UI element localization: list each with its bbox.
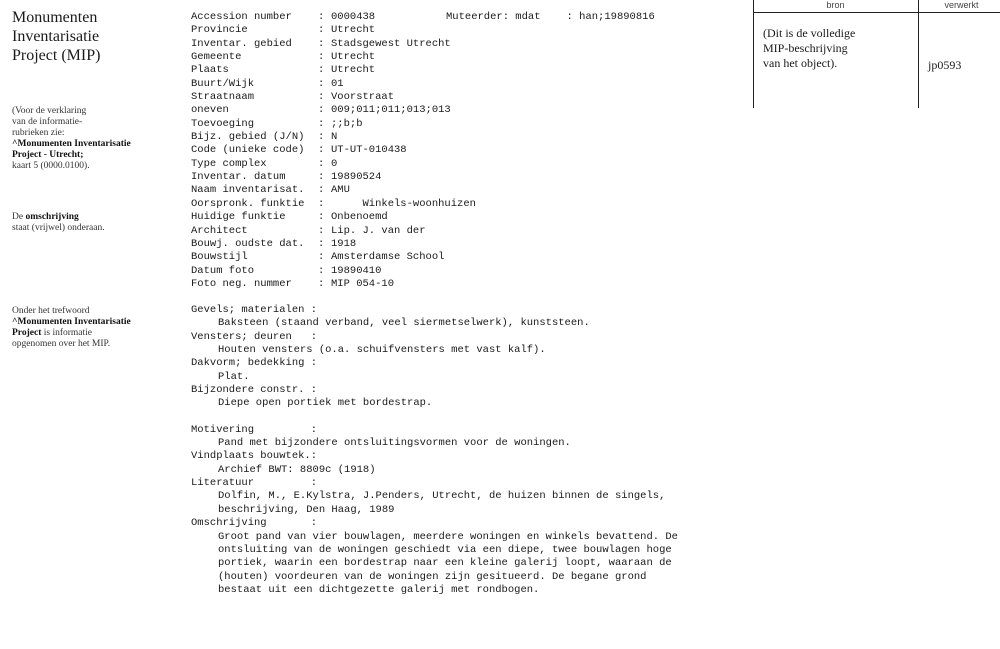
- section-body-omschrijving-3: portiek, waarin een bordestrap naar een kleine galerij loopt, waaraan de: [218, 557, 672, 570]
- field-label: Provincie: [191, 24, 248, 37]
- field-separator: :: [318, 24, 325, 37]
- field-value: Lip. J. van der: [331, 224, 426, 237]
- field-value: 1918: [331, 237, 357, 250]
- field-label: Accession number: [191, 11, 292, 23]
- field-label: Straatnaam: [191, 91, 255, 104]
- section-body-vensters: Houten vensters (o.a. schuifvensters met vast kalf).: [218, 344, 546, 357]
- field-label: Inventar. datum: [191, 171, 286, 184]
- section-body-literatuur-1: Dolfin, M., E.Kylstra, J.Penders, Utrecht, de huizen binnen de singels,: [218, 490, 666, 503]
- section-head-gevels: Gevels; materialen :: [191, 304, 318, 316]
- field-row: [191, 184, 476, 197]
- field-value: 0000438: [331, 11, 376, 23]
- field-label: Plaats: [191, 64, 229, 77]
- box-middle-border: [918, 0, 919, 108]
- field-value: N: [331, 131, 338, 144]
- field-label: oneven: [191, 104, 229, 117]
- spacer: [191, 411, 751, 424]
- field-value: Onbenoemd: [331, 211, 388, 224]
- source-box: [753, 0, 1000, 108]
- section-head-dakvorm: Dakvorm; bedekking :: [191, 357, 318, 370]
- bron-line: MIP-beschrijving: [763, 41, 848, 55]
- field-row: [191, 118, 476, 131]
- field-label: Gemeente: [191, 51, 242, 64]
- note-bold: omschrijving: [25, 212, 79, 222]
- title-line-2: Inventarisatie: [12, 28, 100, 45]
- field-label: Buurt/Wijk: [191, 77, 255, 90]
- field-row: [191, 238, 476, 251]
- field-separator: :: [318, 51, 325, 64]
- field-separator: :: [318, 211, 325, 224]
- mutator-value: han;19890816: [579, 11, 655, 23]
- field-row: [191, 251, 476, 264]
- field-value: Utrecht: [331, 64, 376, 77]
- field-separator: :: [318, 277, 325, 290]
- field-separator: :: [318, 104, 325, 117]
- field-row: [191, 38, 476, 51]
- note-line: staat (vrijwel) onderaan.: [12, 223, 105, 233]
- field-label: Architect: [191, 224, 248, 237]
- field-label: Oorspronk. funktie: [191, 197, 305, 210]
- bron-header: bron: [826, 0, 845, 10]
- section-head-literatuur: Literatuur :: [191, 477, 318, 490]
- field-separator: :: [318, 237, 325, 250]
- section-body-omschrijving-5: bestaat uit een dichtgezette galerij met rondbogen.: [218, 583, 540, 596]
- section-body-gevels: Baksteen (staand verband, veel siermetselwerk), kunststeen.: [218, 317, 590, 330]
- field-separator: :: [318, 117, 325, 130]
- record-sections: [191, 304, 751, 597]
- field-row: [191, 198, 476, 211]
- field-row: [191, 158, 476, 171]
- info-note-legend: [12, 106, 182, 172]
- field-row: [191, 211, 476, 224]
- field-label: Huidige funktie: [191, 211, 286, 224]
- field-value: AMU: [331, 184, 350, 197]
- field-value: MIP 054-10: [331, 277, 395, 290]
- document-title: [12, 8, 100, 65]
- mutator-field: [446, 11, 655, 24]
- section-head-vindplaats: Vindplaats bouwtek.:: [191, 450, 318, 463]
- field-value: Utrecht: [331, 24, 376, 37]
- section-head-vensters: Vensters; deuren :: [191, 330, 318, 343]
- field-value: Utrecht: [331, 51, 376, 64]
- box-left-border: [753, 0, 754, 108]
- note-line-bold: ^Monumenten Inventarisatie: [12, 139, 131, 149]
- field-label: Bijz. gebied (J/N): [191, 131, 305, 144]
- info-note-description: [12, 212, 182, 234]
- field-separator: :: [318, 184, 325, 197]
- field-label: Foto neg. nummer: [191, 277, 292, 290]
- note-line-bold: Project - Utrecht;: [12, 150, 84, 160]
- field-value: Voorstraat: [331, 91, 395, 104]
- field-row: [191, 265, 476, 278]
- note-line: Project is informatie: [12, 328, 93, 338]
- note-line: kaart 5 (0000.0100).: [12, 161, 90, 171]
- field-value: Winkels-woonhuizen: [331, 197, 476, 210]
- field-row: [191, 171, 476, 184]
- field-row: [191, 131, 476, 144]
- field-separator: :: [318, 264, 325, 277]
- title-line-1: Monumenten: [12, 9, 98, 26]
- bron-text: [763, 26, 913, 71]
- field-row: [191, 278, 476, 291]
- section-body-omschrijving-1: Groot pand van vier bouwlagen, meerdere woningen en winkels bevattend. De: [218, 530, 678, 543]
- field-row: [191, 225, 476, 238]
- field-separator: :: [318, 224, 325, 237]
- section-body-omschrijving-4: (houten) voordeuren van de woningen zijn gesitueerd. De begane grond: [218, 570, 647, 583]
- field-separator: :: [318, 11, 325, 23]
- field-separator: :: [318, 251, 325, 264]
- section-head-motivering: Motivering :: [191, 423, 318, 436]
- section-body-motivering: Pand met bijzondere ontsluitingsvormen voor de woningen.: [218, 437, 571, 450]
- section-head-bijzondere: Bijzondere constr. :: [191, 384, 318, 397]
- field-label: Datum foto: [191, 264, 255, 277]
- field-label: Code (unieke code): [191, 144, 305, 157]
- field-label: Toevoeging: [191, 117, 255, 130]
- field-separator: :: [318, 77, 325, 90]
- note-line: opgenomen over het MIP.: [12, 339, 111, 349]
- note-line: (Voor de verklaring: [12, 106, 87, 116]
- field-label: Type complex: [191, 157, 267, 170]
- note-line: Onder het trefwoord: [12, 306, 90, 316]
- field-row: [191, 78, 476, 91]
- field-value: 01: [331, 77, 344, 90]
- field-separator: :: [318, 171, 325, 184]
- field-row: [191, 24, 476, 37]
- section-body-omschrijving-2: ontsluiting van de woningen geschiedt via een diepe, twee bouwlagen hoge: [218, 543, 672, 556]
- field-value: 0: [331, 157, 338, 170]
- section-head-omschrijving: Omschrijving :: [191, 517, 318, 530]
- note-line-bold: ^Monumenten Inventarisatie: [12, 317, 131, 327]
- note-line: rubrieken zie:: [12, 128, 65, 138]
- field-value: 19890410: [331, 264, 382, 277]
- field-row: [191, 51, 476, 64]
- section-body-literatuur-2: beschrijving, Den Haag, 1989: [218, 503, 395, 516]
- bron-line: (Dit is de volledige: [763, 26, 856, 40]
- field-value: Stadsgewest Utrecht: [331, 37, 451, 50]
- field-value: 009;011;011;013;013: [331, 104, 451, 117]
- field-row: [191, 11, 476, 24]
- field-separator: :: [318, 64, 325, 77]
- field-row: [191, 91, 476, 104]
- field-value: UT-UT-010438: [331, 144, 407, 157]
- field-row: [191, 104, 476, 117]
- field-separator: :: [318, 144, 325, 157]
- note-line: De omschrijving: [12, 212, 79, 222]
- field-separator: :: [318, 157, 325, 170]
- field-label: Naam inventarisat.: [191, 184, 305, 197]
- field-separator: :: [318, 131, 325, 144]
- field-separator: :: [318, 197, 325, 210]
- field-label: Bouwstijl: [191, 251, 248, 264]
- verwerkt-header: verwerkt: [944, 0, 979, 10]
- mutator-sep: :: [566, 11, 573, 23]
- bron-line: van het object).: [763, 56, 838, 70]
- field-separator: :: [318, 37, 325, 50]
- field-separator: :: [318, 91, 325, 104]
- info-note-keyword: [12, 306, 182, 350]
- box-header-divider: [753, 12, 1000, 13]
- title-line-3: Project (MIP): [12, 47, 101, 64]
- record-fields: [191, 11, 476, 291]
- mutator-label: Muteerder: mdat: [446, 11, 541, 23]
- verwerkt-code: jp0593: [928, 58, 962, 72]
- field-value: ;;b;b: [331, 117, 363, 130]
- section-body-dakvorm: Plat.: [218, 370, 250, 383]
- field-row: [191, 144, 476, 157]
- field-label: Bouwj. oudste dat.: [191, 237, 305, 250]
- field-value: 19890524: [331, 171, 382, 184]
- field-row: [191, 64, 476, 77]
- section-body-bijzondere: Diepe open portiek met bordestrap.: [218, 397, 433, 410]
- note-line: van de informatie-: [12, 117, 83, 127]
- field-label: Inventar. gebied: [191, 37, 292, 50]
- field-value: Amsterdamse School: [331, 251, 445, 264]
- section-body-vindplaats: Archief BWT: 8809c (1918): [218, 463, 376, 476]
